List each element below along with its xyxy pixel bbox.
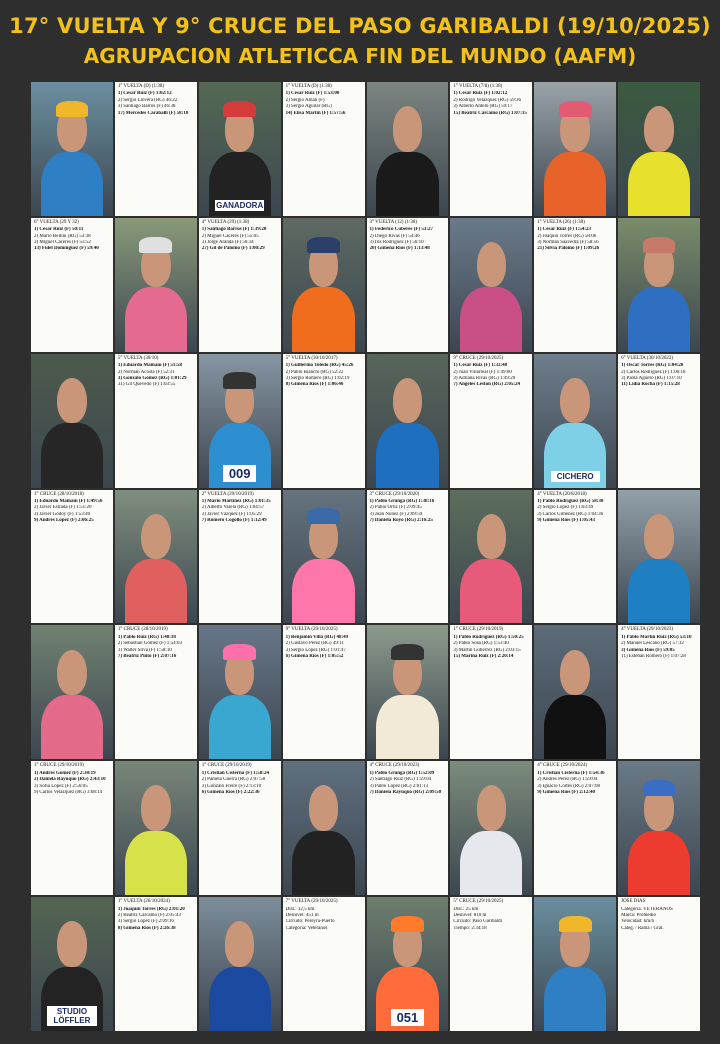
athlete-photo xyxy=(450,761,532,895)
result-line: 3) Gimena Ríos (F) 59:05 xyxy=(621,647,675,653)
result-line: 9) Andrés López (F) 2:06:25 xyxy=(34,518,94,524)
result-card xyxy=(283,82,365,216)
result-title: 2° VUELTA (29/10/2019) xyxy=(201,491,254,497)
result-line: 3) Martín Gutiérrez (RG) 2:03:15 xyxy=(453,647,521,653)
athlete-face xyxy=(477,785,506,831)
result-line: 2) Mario Bellini (RG) 53:38 xyxy=(34,233,91,239)
result-line: 2) Andrés Pérez (RG) 1:59:04 xyxy=(537,777,598,783)
athlete-figure xyxy=(41,695,103,759)
athlete-face xyxy=(393,106,422,152)
race-bib: GANADORA xyxy=(216,200,264,210)
result-line: 1) Eduardo Mamaní (F) 51:58 xyxy=(117,363,183,369)
athlete-photo xyxy=(450,490,532,624)
athlete-photo xyxy=(534,897,616,1031)
result-line: 7) Angeles Leston (RG) 2:05:24 xyxy=(453,382,521,388)
result-line: 2) Sergio Llovera (RG) 46:22 xyxy=(117,97,178,103)
athlete-figure xyxy=(544,152,606,216)
athlete-face xyxy=(141,514,170,560)
athlete-cap xyxy=(307,508,340,524)
result-line: 3) Iris Rodríguez (F) 56:10 xyxy=(369,240,424,246)
result-title: 3° CRUCE (29/10/2020) xyxy=(369,491,420,497)
result-line: 2) Gustavo Pérez (RG) 49:11 xyxy=(285,641,345,647)
athlete-figure xyxy=(628,831,690,895)
athlete-figure xyxy=(376,695,438,759)
result-line: 3) Adriana Rivas (RG) 1:49:20 xyxy=(453,375,516,381)
result-card xyxy=(199,218,281,352)
result-line: 6) Gimena Ríos (F) 2:22:36 xyxy=(201,789,260,795)
result-line: 8) Gimena Ríos (F) 2:26:38 xyxy=(117,925,176,931)
athlete-cap xyxy=(559,916,592,932)
header-subtitle: AGRUPACION ATLETICCA FIN DEL MUNDO (AAFM) xyxy=(83,44,637,68)
result-title: 1° VUELTA (26/10/2024) xyxy=(117,899,170,905)
result-line: 1) Mario Martínez (RG) 1:01:35 xyxy=(201,498,271,504)
result-line: 3) Walter Silva (F) 1:58:10 xyxy=(117,647,172,653)
athlete-figure xyxy=(209,967,271,1031)
result-card xyxy=(534,218,616,352)
athlete-photo xyxy=(199,897,281,1031)
athlete-figure xyxy=(292,559,354,623)
result-line: 2) Javier Estrada (F) 1:51:20 xyxy=(34,505,92,511)
result-line: 27) Gil de Palomo (F) 1:00:29 xyxy=(201,246,265,252)
result-card xyxy=(31,490,113,624)
athlete-figure xyxy=(125,831,187,895)
athlete-face xyxy=(309,785,338,831)
athlete-photo xyxy=(283,761,365,895)
result-title: 1° CRUCE (28/10/2019) xyxy=(117,627,168,633)
result-line: Categoría: Veteranos xyxy=(285,925,328,931)
result-line: 3) Miguel Cáceres (F) 53:52 xyxy=(34,240,91,246)
result-line: 2) Pamela Guerra (RG) 2:07:58 xyxy=(201,777,266,783)
result-line: 21) Silvia Palomo (F) 1:09:26 xyxy=(537,246,600,252)
result-title: 4° VUELTA (20/8/2018) xyxy=(537,491,587,497)
athlete-cap xyxy=(391,644,424,660)
result-card xyxy=(367,490,449,624)
athlete-photo xyxy=(115,761,197,895)
result-line: Desnivel: 451 m xyxy=(285,912,319,918)
result-line: 9) Gimena Ríos (F) 1:05:43 xyxy=(537,518,596,524)
result-card xyxy=(115,354,197,488)
result-line: 1) Andrés Gómez (F) 2:38:19 xyxy=(34,770,96,776)
result-line: Circuito: Pereyra-Puerto xyxy=(285,919,335,925)
result-line: 2) Sebastián Gómez (F) 1:54:03 xyxy=(117,641,183,647)
race-bib: CICHERO xyxy=(551,471,600,482)
athlete-figure xyxy=(376,423,438,487)
result-line: 11) Lidia Rocha (F) 1:15:28 xyxy=(621,382,680,388)
result-line: 1) Joaquín Torres (RG) 2:01:20 xyxy=(117,906,185,912)
result-card xyxy=(31,761,113,895)
result-line: 1) Pablo Rodríguez (RG) 1:50:25 xyxy=(453,634,524,640)
result-line: 7) Daniela Royo (RG) 2:16:25 xyxy=(369,518,433,524)
result-line: 15) Beatriz Cárcamo (RG) 1:07:15 xyxy=(453,110,527,116)
result-line: 1) Pablo Rodríguez (RG) 58:30 xyxy=(537,498,604,504)
athlete-figure xyxy=(292,831,354,895)
athlete-photo xyxy=(199,82,281,216)
athlete-figure xyxy=(41,152,103,216)
result-title: 5° CRUCE (29/10/2025) xyxy=(453,899,504,905)
athlete-face xyxy=(560,650,589,696)
result-line: 2) Juan Villarreal (F) 1:49:00 xyxy=(453,369,512,375)
athlete-figure xyxy=(41,423,103,487)
result-line: 1) Guillermo Toledo (RG) 45:26 xyxy=(285,363,354,369)
athlete-figure xyxy=(628,559,690,623)
result-line: 1) Eduardo Mamaní (F) 1:49:56 xyxy=(34,498,103,504)
athlete-photo xyxy=(534,354,616,488)
athlete-photo xyxy=(618,218,700,352)
athlete-photo xyxy=(199,354,281,488)
athlete-figure xyxy=(209,695,271,759)
result-card xyxy=(534,761,616,895)
athlete-photo xyxy=(367,625,449,759)
result-card xyxy=(618,354,700,488)
result-card xyxy=(618,897,700,1031)
result-line: 2) Sergio Aman (F) xyxy=(285,97,325,103)
result-card xyxy=(115,82,197,216)
result-title: 9° CRUCE (29/10/2025) xyxy=(453,355,504,361)
result-line: 1) Oscar Torres (RG) 1:04:28 xyxy=(621,363,684,369)
result-card xyxy=(367,218,449,352)
athlete-photo xyxy=(31,897,113,1031)
athlete-figure xyxy=(125,559,187,623)
result-line: 1) Pablo Ruiz (RG) 1:40:18 xyxy=(117,634,176,640)
result-line: 3) Gonzalo Gómez (RG) 1:01:29 xyxy=(117,375,187,381)
result-title: 1° VUELTA (26) (1:38) xyxy=(537,219,585,225)
result-card xyxy=(450,897,532,1031)
athlete-cap xyxy=(223,644,256,660)
result-line: 9) Carlos Velázquez (RG) 3:08:14 xyxy=(34,789,103,795)
athlete-cap xyxy=(643,780,676,796)
result-line: 3) Alberto Antelo (RG) 59:17 xyxy=(453,104,513,110)
result-title: 6° VUELTA (30/10/2022) xyxy=(621,355,674,361)
result-line: 2) Rodrigo Velázquez (RG) 59:36 xyxy=(453,97,522,103)
athlete-figure xyxy=(376,152,438,216)
athlete-photo xyxy=(283,490,365,624)
result-line: 11) Esteban Romero (F) 1:07:28 xyxy=(621,654,686,660)
race-bib: STUDIO LÖFFLER xyxy=(47,1006,96,1026)
athlete-photo xyxy=(199,625,281,759)
result-card xyxy=(450,354,532,488)
athlete-face xyxy=(560,378,589,424)
result-line: Dist.: 12,5 km xyxy=(285,906,315,912)
race-bib: 009 xyxy=(223,465,256,482)
result-line: Dist.: 25 km xyxy=(453,906,479,912)
athlete-figure xyxy=(544,967,606,1031)
result-line: 3) Pablo López (RG) 2:01:13 xyxy=(369,783,429,789)
results-grid xyxy=(31,82,700,1031)
result-line: 1) Pablo Martín Ruiz (RG) 53:10 xyxy=(621,634,692,640)
result-line: 1) César Ruiz (F) 1:32:48 xyxy=(453,363,508,369)
result-line: 2) Daniela Rayuquo (RG) 2:43:10 xyxy=(34,777,106,783)
athlete-face xyxy=(225,921,254,967)
result-title: 4° CRUCE (29/10/2024) xyxy=(537,763,588,769)
result-line: 1) César Ruiz (F) 1:02:12 xyxy=(117,91,172,97)
result-line: 2) Pablo Bianchi (RG) 52:22 xyxy=(285,369,344,375)
result-line: 8) Gimena Ríos (F) 1:06:46 xyxy=(285,382,344,388)
result-card xyxy=(283,625,365,759)
result-line: 17) Mercedes Caraballi (F) 58:10 xyxy=(117,110,189,116)
athlete-photo xyxy=(450,218,532,352)
result-line: 3) Santiago Barros (F) 46:38 xyxy=(117,104,176,110)
athlete-cap xyxy=(643,237,676,253)
athlete-face xyxy=(393,378,422,424)
athlete-cap xyxy=(56,101,89,117)
athlete-photo xyxy=(115,490,197,624)
athlete-figure xyxy=(544,695,606,759)
result-card xyxy=(534,490,616,624)
result-line: 2) Carlos Rodríguez (F) 1:06:18 xyxy=(621,369,686,375)
result-card xyxy=(367,761,449,895)
result-line: 3) Sergio López (RG) 1:01:47 xyxy=(285,647,346,653)
result-line: Marca: Promedio xyxy=(621,912,656,918)
athlete-cap xyxy=(559,101,592,117)
result-line: 1) César Ruiz (F) 1:53:00 xyxy=(285,91,340,97)
athlete-face xyxy=(644,514,673,560)
result-title: 1° CRUCE (28/10/2018) xyxy=(34,491,84,497)
athlete-figure xyxy=(628,152,690,216)
result-line: Categ. / Rama / Gral. xyxy=(621,925,664,931)
result-title: 4° VUELTA (29/10/2023) xyxy=(621,627,674,633)
result-line: 7) Romero Cogollo (F) 1:12:49 xyxy=(201,518,267,524)
result-line: 2) Santiago Ruiz (RG) 1:59:04 xyxy=(369,777,432,783)
athlete-face xyxy=(57,378,86,424)
result-card xyxy=(618,625,700,759)
athlete-cap xyxy=(307,237,340,253)
athlete-cap xyxy=(139,237,172,253)
athlete-cap xyxy=(391,916,424,932)
result-line: 3) Javier Godoy (F) 1:53:40 xyxy=(34,511,91,517)
result-line: 3) Javier Vázquez (F) 1:05:29 xyxy=(201,511,262,517)
result-card xyxy=(115,897,197,1031)
athlete-photo xyxy=(367,354,449,488)
athlete-photo xyxy=(618,82,700,216)
result-card xyxy=(31,218,113,352)
race-bib: 051 xyxy=(391,1009,424,1026)
result-line: 2) Sergio Lopez (F) 1:03:49 xyxy=(537,505,594,511)
result-line: Velocidad: km/h xyxy=(621,919,655,925)
result-line: Desnivel: 810 m xyxy=(453,912,487,918)
athlete-face xyxy=(644,106,673,152)
result-line: 2) Alberto Varela (RG) 1:04:57 xyxy=(201,505,265,511)
result-line: Categoría: VETERANOS xyxy=(621,906,673,912)
result-line: 2) Norman Acosta (F) 52:31 xyxy=(117,369,175,375)
result-line: 3) Paola Agüero (RG) 1:07:10 xyxy=(621,375,682,381)
result-title: 1° VUELTA (D) (1:38) xyxy=(117,84,165,89)
athlete-face xyxy=(477,514,506,560)
athlete-photo xyxy=(618,490,700,624)
result-line: 7) Daniela Rayuquo (RG) 2:09:50 xyxy=(369,789,442,795)
result-line: Tiempo: 2:34:18 xyxy=(453,925,487,931)
result-title: 3° VUELTA (12) (1:38) xyxy=(369,219,418,225)
result-card xyxy=(199,490,281,624)
athlete-photo xyxy=(367,82,449,216)
athlete-face xyxy=(57,921,86,967)
result-line: 3) Juan Núñez (F) 2:09:59 xyxy=(369,511,423,517)
result-title: 4° CRUCE (29/10/2023) xyxy=(369,763,420,769)
result-line: 1) César Ruiz (F) 1:02:12 xyxy=(453,91,508,97)
athlete-figure xyxy=(292,287,354,351)
result-line: 3) Jorge Aranda (F) 56:34 xyxy=(201,240,254,246)
result-line: 1) Cristian Cisterna (F) 1:58:24 xyxy=(201,770,269,776)
result-title: JOSE DIAS xyxy=(621,899,646,905)
result-line: 3) Sergio Romero (RG) 1:02:19 xyxy=(285,375,350,381)
athlete-photo xyxy=(31,625,113,759)
result-line: 6) Gimena Ríos (F) 1:05:52 xyxy=(285,654,344,660)
athlete-photo xyxy=(115,218,197,352)
athlete-face xyxy=(141,785,170,831)
result-line: 1) Cristian Cisterna (F) 1:54:36 xyxy=(537,770,605,776)
result-card xyxy=(115,625,197,759)
result-line: 1) Federico Cuberes (F) 53:27 xyxy=(369,227,434,233)
result-line: 1) Pablo Grunga (RG) 1:38:16 xyxy=(369,498,435,504)
athlete-cap xyxy=(223,372,256,388)
result-line: 3) Carlos Giménez (RG) 1:04:36 xyxy=(537,511,604,517)
result-title: 1° CRUCE (29/10/2019) xyxy=(34,763,84,769)
result-card xyxy=(450,82,532,216)
result-line: 1) Santiago Barros (F) 1:39:20 xyxy=(201,227,267,233)
result-title: 1° VUELTA (D) (1:38) xyxy=(285,84,332,89)
result-title: 5° VUELTA (30/10) xyxy=(117,355,159,361)
result-card xyxy=(199,761,281,895)
athlete-photo xyxy=(31,82,113,216)
result-line: 2) Pablo Ortiz (F) 2:09:45 xyxy=(369,505,422,511)
result-line: 2) Beatriz Cárcamo (F) 2:05:43 xyxy=(117,912,181,918)
result-line: 15) Marina Ruiz (F) 2:20:14 xyxy=(453,654,514,660)
result-title: 6° VUELTA (29 Y 32) xyxy=(34,219,79,225)
header-title: 17° VUELTA Y 9° CRUCE DEL PASO GARIBALDI (19/10/2025) xyxy=(9,14,711,38)
athlete-figure xyxy=(460,831,522,895)
athlete-photo xyxy=(31,354,113,488)
result-line: 1) Benjamin Villa (RG) 48:49 xyxy=(285,634,349,640)
result-line: 3) Sofía López (F) 2:56:05 xyxy=(34,783,88,789)
result-line: 9) Gimena Ríos (F) 2:12:40 xyxy=(537,789,596,795)
result-line: 3) Ignacio Cortés (RG) 2:07:08 xyxy=(537,783,601,789)
athlete-photo xyxy=(618,761,700,895)
result-line: 2) Diego Rivas (F) 54:46 xyxy=(369,233,420,239)
athlete-figure xyxy=(460,287,522,351)
athlete-cap xyxy=(223,101,256,117)
result-title: 1° CRUCE (29/10/2019) xyxy=(453,627,504,633)
athlete-photo xyxy=(534,82,616,216)
result-line: 3) Sergio Aguilar (RG) xyxy=(285,104,332,110)
result-line: 1) Pablo Grunga (RG) 1:52:09 xyxy=(369,770,435,776)
result-title: 1° VUELTA (7/8) (1:38) xyxy=(453,84,503,89)
athlete-figure xyxy=(125,287,187,351)
result-card xyxy=(283,897,365,1031)
result-card xyxy=(450,625,532,759)
result-line: 1) César Ruiz (F) 1:54:23 xyxy=(537,227,592,233)
result-line: Circuito: Paso Garibaldi xyxy=(453,919,502,925)
result-title: 1° CRUCE (29/10/2019) xyxy=(201,763,252,769)
result-card xyxy=(283,354,365,488)
result-line: 2) Manuel Lescano (RG) 57:12 xyxy=(621,641,684,647)
result-title: 7° VUELTA (29/10/2025) xyxy=(285,899,338,905)
athlete-figure xyxy=(460,559,522,623)
result-line: 7) Beatriz Pinto (F) 2:07:16 xyxy=(117,654,177,660)
athlete-face xyxy=(477,242,506,288)
athlete-photo xyxy=(283,218,365,352)
result-line: 3) Norman Saavedra (F) 58:56 xyxy=(537,240,599,246)
result-line: 13) Fidel Domínguez (F) 59:40 xyxy=(34,246,99,252)
result-line: 2) Miguel Cáceres (F) 55:05 xyxy=(201,233,259,239)
athlete-face xyxy=(57,650,86,696)
result-title: 5° VUELTA (30/10/2017) xyxy=(285,355,338,361)
result-line: 14) Elisa Martin (F) 1:57:56 xyxy=(285,110,346,116)
result-line: 3) Sergio López (F) 2:09:16 xyxy=(117,919,174,925)
athlete-photo xyxy=(534,625,616,759)
athlete-figure xyxy=(628,287,690,351)
result-line: 3) Gonzalo Freire (F) 2:13:10 xyxy=(201,783,262,789)
result-title: 4° VUELTA (29) (1:38) xyxy=(201,219,250,225)
result-line: 1) César Ruiz (F) 50:11 xyxy=(34,227,84,233)
result-line: 20) Gimena Ríos (F) 1:13:48 xyxy=(369,246,430,252)
result-line: 31) Gil Quevedo (F) 1:03:55 xyxy=(117,382,176,388)
athlete-photo xyxy=(367,897,449,1031)
result-line: 2) Pablo Sosa (RG) 1:53:40 xyxy=(453,641,509,647)
result-title: 9° VUELTA (29/10/2025) xyxy=(285,627,338,633)
result-line: 2) Joaquín Torres (RG) 58:06 xyxy=(537,233,597,239)
